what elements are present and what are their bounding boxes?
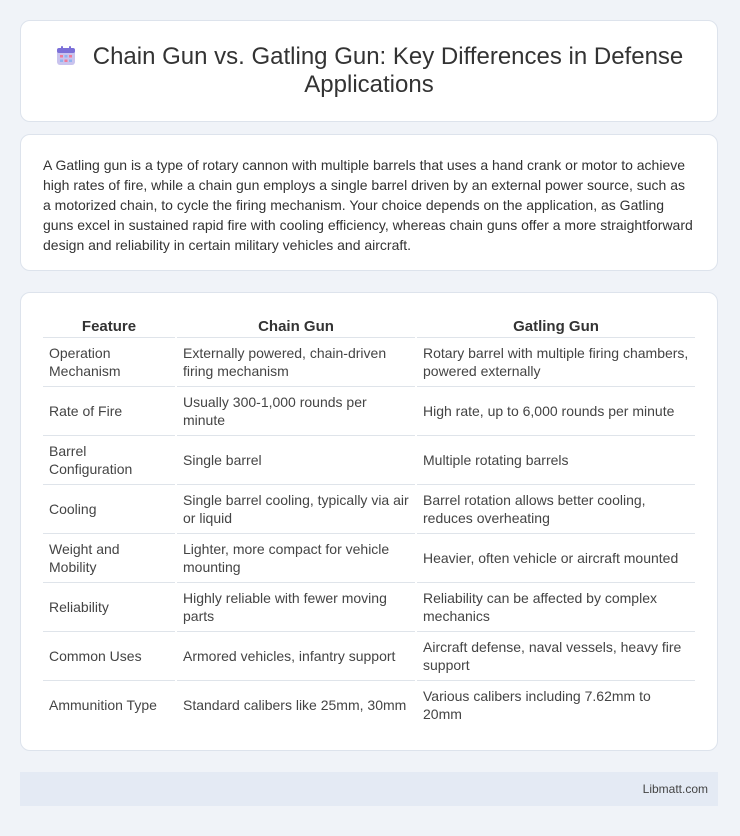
chain-gun-cell: Externally powered, chain-driven firing mechanism [177, 338, 415, 387]
gatling-gun-cell: Barrel rotation allows better cooling, reduces overheating [417, 485, 695, 534]
page-title: Chain Gun vs. Gatling Gun: Key Differences in Defense Applications [92, 43, 684, 98]
feature-cell: Rate of Fire [43, 387, 175, 436]
intro-card [20, 134, 718, 271]
gatling-gun-cell: Reliability can be affected by complex mechanics [417, 583, 695, 632]
table-row [43, 632, 695, 681]
table-row [43, 534, 695, 583]
feature-cell: Barrel Configuration [43, 436, 175, 485]
comparison-card [20, 292, 718, 751]
chain-gun-cell: Single barrel cooling, typically via air or liquid [177, 485, 415, 534]
chain-gun-cell: Standard calibers like 25mm, 30mm [183, 697, 407, 713]
table-row [43, 338, 695, 387]
gatling-gun-cell: High rate, up to 6,000 rounds per minute [417, 387, 695, 436]
gatling-gun-cell: Multiple rotating barrels [417, 436, 695, 485]
header-gatling-gun: Gatling Gun [417, 315, 695, 338]
gatling-gun-cell: Rotary barrel with multiple firing chambers, powered externally [417, 338, 695, 387]
feature-cell: Ammunition Type [49, 697, 157, 713]
header-feature: Feature [43, 315, 175, 338]
page-title-wrap [45, 43, 693, 99]
footer [20, 772, 718, 806]
chain-gun-cell: Lighter, more compact for vehicle mounting [177, 534, 415, 583]
header-chain-gun: Chain Gun [177, 315, 415, 338]
footer-brand-link[interactable]: Libmatt.com [642, 782, 708, 796]
table-header-row [43, 315, 695, 338]
calendar-icon [55, 45, 77, 67]
title-card [20, 20, 718, 122]
feature-cell: Cooling [43, 485, 175, 534]
feature-cell: Reliability [43, 583, 175, 632]
gatling-gun-cell: Aircraft defense, naval vessels, heavy fire support [417, 632, 695, 681]
table-row [43, 485, 695, 534]
table-row [43, 387, 695, 436]
gatling-gun-cell: Various calibers including 7.62mm to 20mm [423, 688, 651, 722]
chain-gun-cell: Armored vehicles, infantry support [177, 632, 415, 681]
intro-paragraph: A Gatling gun is a type of rotary cannon with multiple barrels that uses a hand crank or motor to achieve high rates of fire, while a chain gun employs a single barrel driven by an external power source, such as a motorized chain, to cycle the firing mechanism. Your choice depends on the application, as Gatling guns excel in sustained rapid fire with cooling efficiency, whereas chain guns offer a more straightforward design and reliability in certain military vehicles and aircraft. [43, 157, 693, 253]
feature-cell: Common Uses [43, 632, 175, 681]
table-row [43, 436, 695, 485]
chain-gun-cell: Usually 300-1,000 rounds per minute [177, 387, 415, 436]
feature-cell: Weight and Mobility [43, 534, 175, 583]
chain-gun-cell: Highly reliable with fewer moving parts [177, 583, 415, 632]
chain-gun-cell: Single barrel [177, 436, 415, 485]
gatling-gun-cell: Heavier, often vehicle or aircraft mounted [417, 534, 695, 583]
comparison-table [41, 315, 697, 729]
table-row [43, 583, 695, 632]
table-row [43, 681, 695, 729]
feature-cell: Operation Mechanism [43, 338, 175, 387]
